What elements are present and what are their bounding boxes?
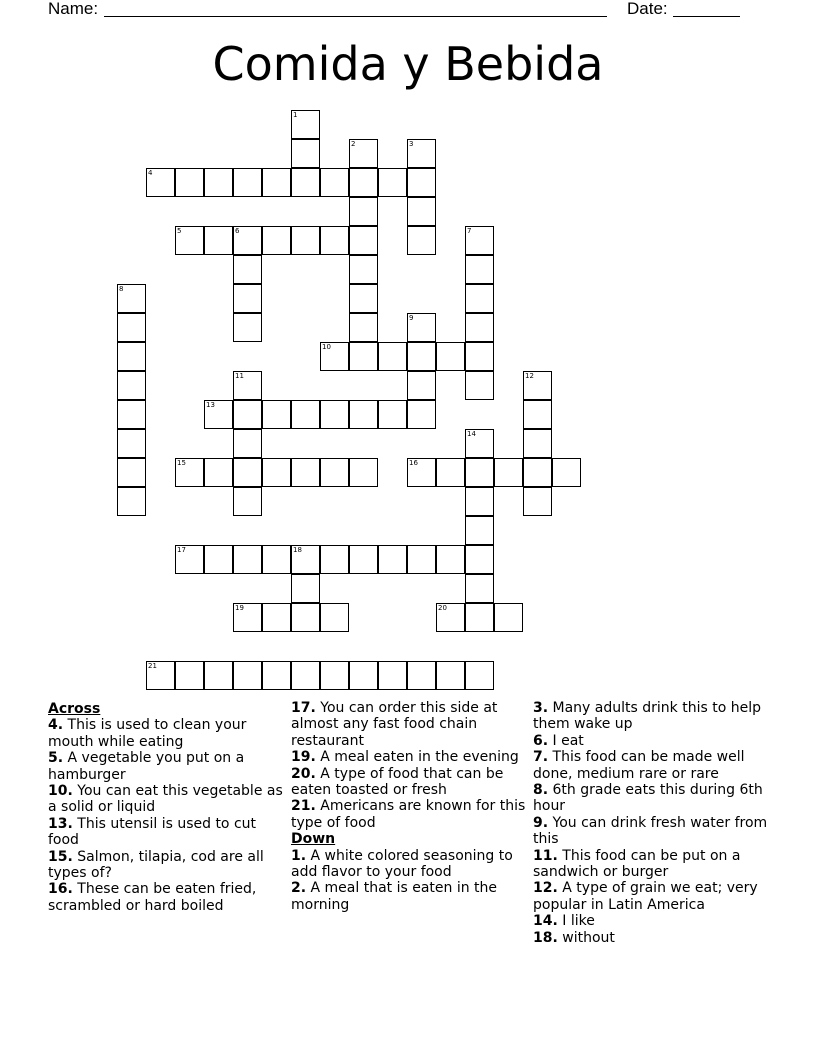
clue-item-number: 3. xyxy=(533,700,549,716)
clue-item-number: 1. xyxy=(291,847,307,864)
grid-cell[interactable] xyxy=(233,371,262,400)
grid-cell[interactable] xyxy=(407,197,436,226)
grid-cell[interactable] xyxy=(407,400,436,429)
grid-cell[interactable] xyxy=(407,342,436,371)
grid-cell[interactable] xyxy=(233,661,262,690)
clue-item-number: 6. xyxy=(533,732,549,749)
clue-item-number: 16. xyxy=(48,881,73,898)
clue-number: 12 xyxy=(525,372,534,380)
grid-cell[interactable] xyxy=(523,371,552,400)
grid-cell[interactable] xyxy=(494,458,523,487)
clue-item xyxy=(533,848,769,881)
clue-number: 5 xyxy=(177,227,182,235)
grid-cell[interactable] xyxy=(436,545,465,574)
clue-item-number: 5. xyxy=(48,750,64,767)
grid-cell[interactable] xyxy=(204,545,233,574)
grid-cell[interactable] xyxy=(262,545,291,574)
clue-item-number: 15. xyxy=(48,848,73,865)
clue-item-number: 14. xyxy=(533,913,558,930)
clue-item-number: 8. xyxy=(533,782,549,799)
clue-item-number: 19. xyxy=(291,749,316,766)
clue-number: 13 xyxy=(206,401,215,409)
clue-item-text: A vegetable you put on a hamburger xyxy=(48,750,245,783)
clue-item xyxy=(48,717,284,750)
clue-item xyxy=(291,766,527,799)
clue-number: 19 xyxy=(235,604,244,612)
grid-cell[interactable] xyxy=(233,168,262,197)
clue-item-text: You can order this side at almost any fast food chain restaurant xyxy=(291,700,498,749)
grid-cell[interactable] xyxy=(233,284,262,313)
grid-cell[interactable] xyxy=(407,226,436,255)
clue-item xyxy=(291,880,527,913)
clue-item xyxy=(291,700,527,749)
grid-cell[interactable] xyxy=(320,168,349,197)
grid-cell[interactable] xyxy=(291,545,320,574)
clue-number: 9 xyxy=(409,314,414,322)
grid-cell[interactable] xyxy=(233,255,262,284)
grid-cell[interactable] xyxy=(233,545,262,574)
clue-item-number: 20. xyxy=(291,765,316,782)
grid-cell[interactable] xyxy=(523,400,552,429)
grid-cell[interactable] xyxy=(262,168,291,197)
clue-item xyxy=(533,782,769,815)
grid-cell[interactable] xyxy=(465,516,494,545)
grid-cell[interactable] xyxy=(349,342,378,371)
across-clue-list-continued xyxy=(291,700,527,831)
clue-number: 20 xyxy=(438,604,447,612)
grid-cell[interactable] xyxy=(175,661,204,690)
grid-cell[interactable] xyxy=(349,139,378,168)
grid-cell[interactable] xyxy=(349,168,378,197)
clue-number: 21 xyxy=(148,662,157,670)
grid-cell[interactable] xyxy=(349,255,378,284)
grid-cell[interactable] xyxy=(465,545,494,574)
grid-cell[interactable] xyxy=(465,661,494,690)
grid-cell[interactable] xyxy=(465,458,494,487)
clue-item-text: This is used to clean your mouth while eating xyxy=(48,717,247,750)
clue-number: 18 xyxy=(293,546,302,554)
grid-cell[interactable] xyxy=(291,400,320,429)
grid-cell[interactable] xyxy=(262,661,291,690)
clue-item xyxy=(48,750,284,783)
grid-cell[interactable] xyxy=(320,342,349,371)
grid-cell[interactable] xyxy=(204,458,233,487)
grid-cell[interactable] xyxy=(262,458,291,487)
grid-cell[interactable] xyxy=(291,661,320,690)
clue-item-number: 21. xyxy=(291,798,316,815)
grid-cell[interactable] xyxy=(407,661,436,690)
clue-number: 6 xyxy=(235,227,240,235)
grid-cell[interactable] xyxy=(465,603,494,632)
clue-item-number: 18. xyxy=(533,929,558,946)
clue-item-text: A meal that is eaten in the morning xyxy=(291,880,498,913)
clue-item xyxy=(533,815,769,848)
grid-cell[interactable] xyxy=(233,226,262,255)
grid-cell[interactable] xyxy=(117,313,146,342)
clue-item-text: I eat xyxy=(548,732,584,749)
clue-item xyxy=(533,930,769,946)
grid-cell[interactable] xyxy=(349,197,378,226)
clue-item-text: A type of food that can be eaten toasted or fresh xyxy=(291,765,504,799)
grid-cell[interactable] xyxy=(349,284,378,313)
grid-cell[interactable] xyxy=(436,342,465,371)
grid-cell[interactable] xyxy=(465,487,494,516)
page-title: Comida y Bebida xyxy=(212,37,604,91)
clue-item-text: This food can be put on a sandwich or burger xyxy=(533,847,741,881)
clue-number: 17 xyxy=(177,546,186,554)
clue-item-text: Many adults drink this to help them wake up xyxy=(533,700,761,733)
down-clue-list-continued xyxy=(533,700,769,946)
grid-cell[interactable] xyxy=(465,313,494,342)
grid-cell[interactable] xyxy=(523,458,552,487)
grid-cell[interactable] xyxy=(465,574,494,603)
grid-cell[interactable] xyxy=(117,429,146,458)
grid-cell[interactable] xyxy=(233,487,262,516)
clue-item-number: 10. xyxy=(48,783,73,800)
grid-cell[interactable] xyxy=(465,226,494,255)
grid-cell[interactable] xyxy=(262,603,291,632)
clue-item xyxy=(291,848,527,881)
grid-cell[interactable] xyxy=(349,458,378,487)
grid-cell[interactable] xyxy=(204,400,233,429)
clue-item xyxy=(533,700,769,733)
grid-cell[interactable] xyxy=(407,545,436,574)
grid-cell[interactable] xyxy=(407,458,436,487)
grid-cell[interactable] xyxy=(378,545,407,574)
grid-cell[interactable] xyxy=(436,458,465,487)
grid-cell[interactable] xyxy=(465,255,494,284)
grid-cell[interactable] xyxy=(117,400,146,429)
clue-number: 10 xyxy=(322,343,331,351)
clue-item-text: A white colored seasoning to add flavor to your food xyxy=(291,847,513,881)
grid-cell[interactable] xyxy=(117,284,146,313)
grid-cell[interactable] xyxy=(349,661,378,690)
clue-item-number: 2. xyxy=(291,880,307,897)
clues-column-1 xyxy=(48,701,284,914)
grid-cell[interactable] xyxy=(407,168,436,197)
clue-item-text: A meal eaten in the evening xyxy=(315,749,519,766)
grid-cell[interactable] xyxy=(117,458,146,487)
grid-cell[interactable] xyxy=(349,313,378,342)
grid-cell[interactable] xyxy=(175,168,204,197)
name-label: Name: xyxy=(48,0,99,18)
clue-item-number: 12. xyxy=(533,880,558,897)
clue-item-number: 4. xyxy=(48,717,64,734)
clue-number: 14 xyxy=(467,430,476,438)
grid-cell[interactable] xyxy=(523,487,552,516)
grid-cell[interactable] xyxy=(175,545,204,574)
clue-number: 16 xyxy=(409,459,418,467)
grid-cell[interactable] xyxy=(436,603,465,632)
grid-cell[interactable] xyxy=(523,429,552,458)
clue-item-text: without xyxy=(557,929,615,946)
clue-number: 1 xyxy=(293,111,298,119)
across-clue-list xyxy=(48,717,284,914)
clue-item xyxy=(533,733,769,749)
grid-cell[interactable] xyxy=(291,139,320,168)
grid-cell[interactable] xyxy=(262,400,291,429)
grid-cell[interactable] xyxy=(233,458,262,487)
clue-number: 8 xyxy=(119,285,124,293)
clue-item xyxy=(48,816,284,849)
clue-number: 4 xyxy=(148,169,153,177)
grid-cell[interactable] xyxy=(494,603,523,632)
clue-item-text: Salmon, tilapia, cod are all types of? xyxy=(48,848,264,882)
clue-number: 7 xyxy=(467,227,472,235)
grid-cell[interactable] xyxy=(320,603,349,632)
grid-cell[interactable] xyxy=(262,226,291,255)
grid-cell[interactable] xyxy=(552,458,581,487)
grid-cell[interactable] xyxy=(146,168,175,197)
clue-number: 11 xyxy=(235,372,244,380)
grid-cell[interactable] xyxy=(291,168,320,197)
clue-item-text: Americans are known for this type of food xyxy=(291,798,526,831)
grid-cell[interactable] xyxy=(320,545,349,574)
grid-cell[interactable] xyxy=(349,226,378,255)
clue-item-number: 9. xyxy=(533,814,549,831)
clue-item-text: You can eat this vegetable as a solid or liquid xyxy=(48,783,283,816)
across-heading: Across xyxy=(48,701,101,717)
clue-item-text: This utensil is used to cut food xyxy=(48,815,257,849)
clue-item xyxy=(533,880,769,913)
clue-item-number: 17. xyxy=(291,700,316,716)
grid-cell[interactable] xyxy=(204,168,233,197)
grid-cell[interactable] xyxy=(407,313,436,342)
down-heading: Down xyxy=(291,831,336,848)
grid-cell[interactable] xyxy=(291,603,320,632)
clues-column-3 xyxy=(533,700,769,946)
clue-item-text: These can be eaten fried, scrambled or hard boiled xyxy=(48,881,257,914)
clue-number: 3 xyxy=(409,140,414,148)
grid-cell[interactable] xyxy=(378,400,407,429)
grid-cell[interactable] xyxy=(291,574,320,603)
clue-item-text: This food can be made well done, medium rare or rare xyxy=(533,749,745,782)
clues-column-2 xyxy=(291,700,527,913)
clue-item xyxy=(533,749,769,782)
grid-cell[interactable] xyxy=(465,284,494,313)
grid-cell[interactable] xyxy=(378,168,407,197)
grid-cell[interactable] xyxy=(465,429,494,458)
grid-cell[interactable] xyxy=(465,342,494,371)
clue-item-text: I like xyxy=(557,913,595,930)
clue-item xyxy=(291,749,527,765)
grid-cell[interactable] xyxy=(291,110,320,139)
grid-cell[interactable] xyxy=(204,661,233,690)
clue-item xyxy=(48,849,284,882)
clue-item xyxy=(48,881,284,914)
grid-cell[interactable] xyxy=(233,313,262,342)
grid-cell[interactable] xyxy=(320,226,349,255)
grid-cell[interactable] xyxy=(117,342,146,371)
grid-cell[interactable] xyxy=(436,661,465,690)
grid-cell[interactable] xyxy=(233,400,262,429)
grid-cell[interactable] xyxy=(465,371,494,400)
grid-cell[interactable] xyxy=(349,545,378,574)
grid-cell[interactable] xyxy=(320,661,349,690)
clue-item-number: 11. xyxy=(533,847,558,864)
grid-cell[interactable] xyxy=(378,342,407,371)
grid-cell[interactable] xyxy=(175,226,204,255)
grid-cell[interactable] xyxy=(291,458,320,487)
clue-item xyxy=(48,783,284,816)
clue-number: 2 xyxy=(351,140,356,148)
clue-item xyxy=(291,798,527,831)
grid-cell[interactable] xyxy=(204,226,233,255)
grid-cell[interactable] xyxy=(407,371,436,400)
grid-cell[interactable] xyxy=(349,400,378,429)
grid-cell[interactable] xyxy=(378,661,407,690)
grid-cell[interactable] xyxy=(320,458,349,487)
grid-cell[interactable] xyxy=(117,371,146,400)
clue-item-text: 6th grade eats this during 6th hour xyxy=(533,782,763,815)
grid-cell[interactable] xyxy=(146,661,175,690)
clue-item xyxy=(533,913,769,929)
grid-cell[interactable] xyxy=(320,400,349,429)
grid-cell[interactable] xyxy=(117,487,146,516)
grid-cell[interactable] xyxy=(233,603,262,632)
grid-cell[interactable] xyxy=(407,139,436,168)
date-label: Date: xyxy=(627,0,668,18)
grid-cell[interactable] xyxy=(291,226,320,255)
clue-item-text: A type of grain we eat; very popular in Latin America xyxy=(533,880,758,913)
clue-number: 15 xyxy=(177,459,186,467)
clue-item-number: 13. xyxy=(48,815,73,832)
clue-item-text: You can drink fresh water from this xyxy=(533,814,768,848)
clue-item-number: 7. xyxy=(533,749,549,766)
down-clue-list xyxy=(291,848,527,914)
grid-cell[interactable] xyxy=(233,429,262,458)
grid-cell[interactable] xyxy=(175,458,204,487)
